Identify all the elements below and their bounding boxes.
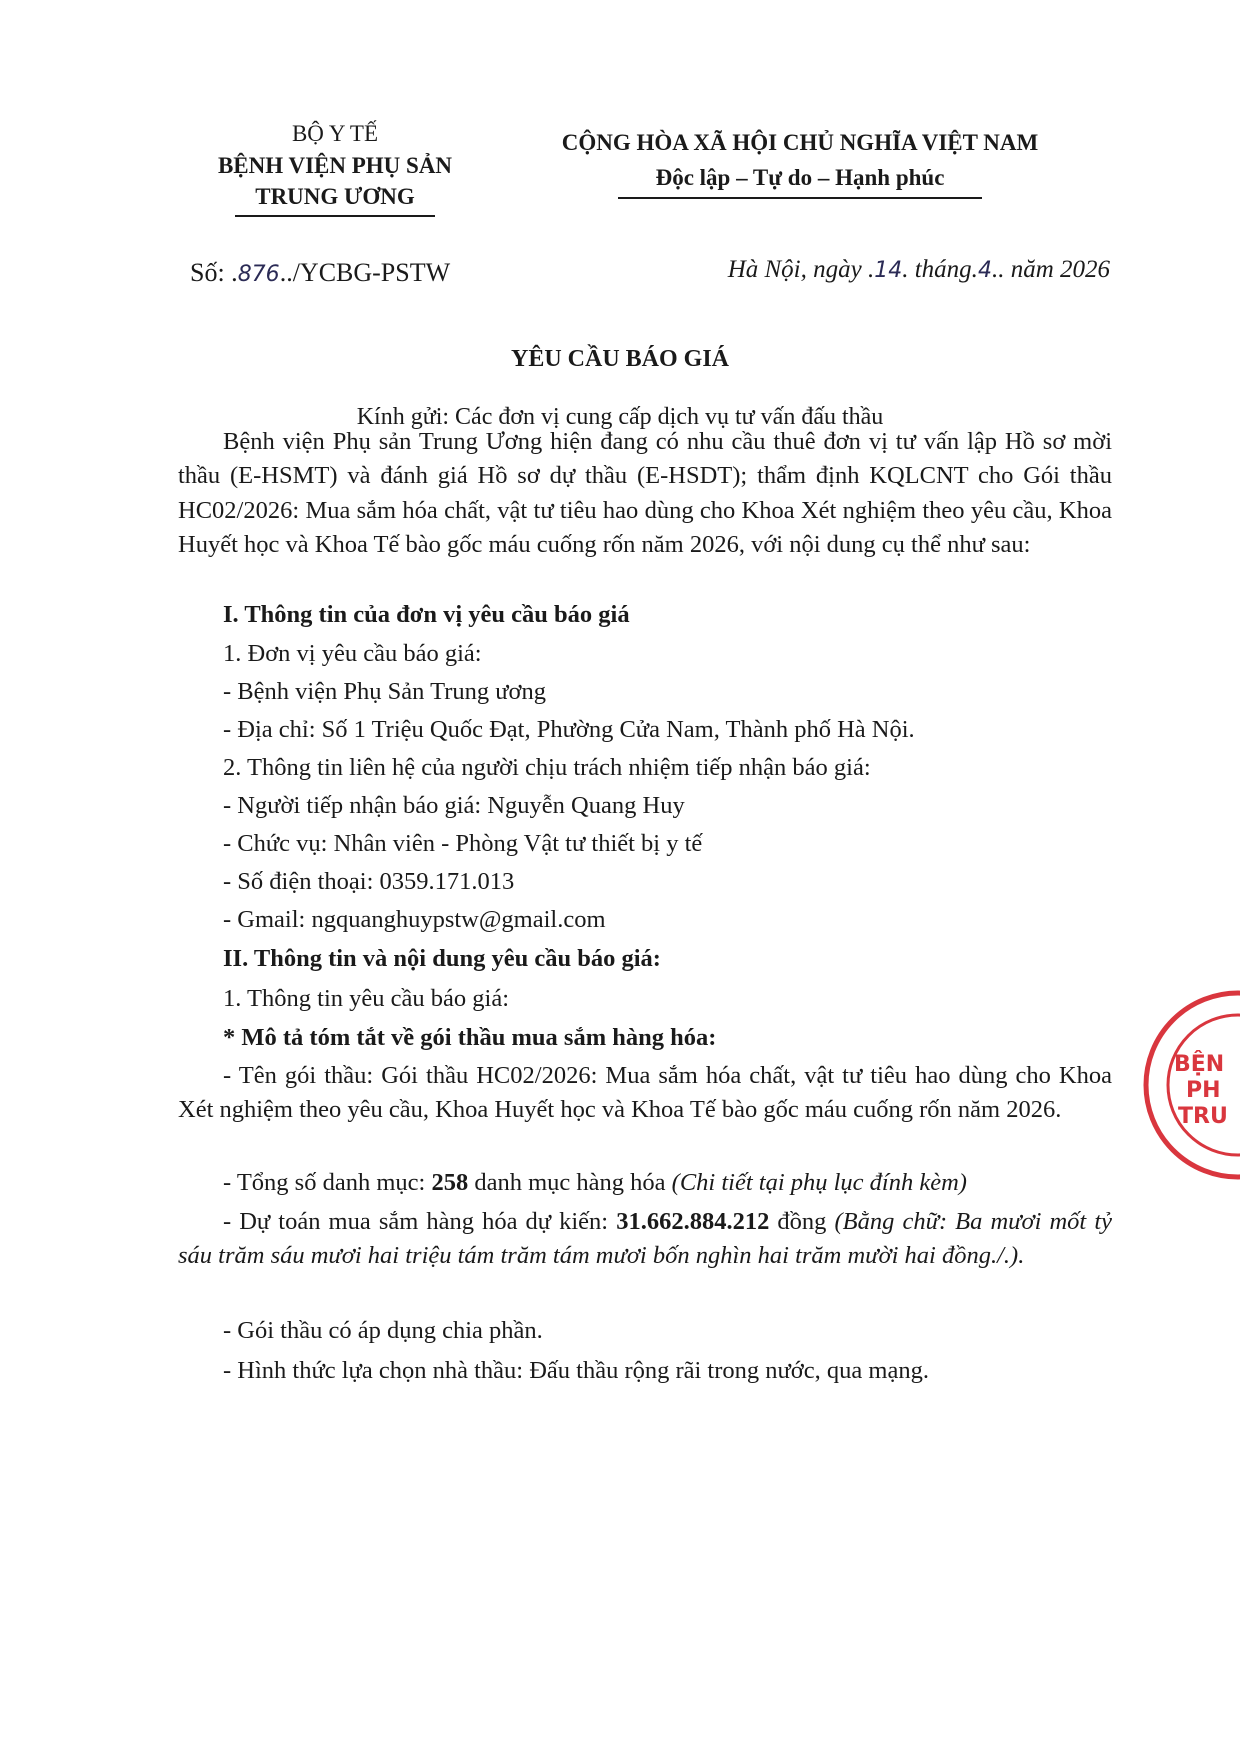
contact-email: - Gmail: ngquanghuypstw@gmail.com: [223, 906, 606, 933]
requester-label: 1. Đơn vị yêu cầu báo giá:: [223, 640, 482, 667]
handwritten-month: 4: [977, 258, 992, 283]
package-name: - Tên gói thầu: Gói thầu HC02/2026: Mua sắm hóa chất, vật tư tiêu hao dùng cho Khoa Xét nghiệm theo yêu cầu, Khoa Huyết học và Khoa Tế bào gốc máu cuống rốn năm 2026.: [178, 1062, 1112, 1124]
requester-name: - Bệnh viện Phụ Sản Trung ương: [223, 678, 546, 705]
request-info-label: 1. Thông tin yêu cầu báo giá:: [223, 985, 509, 1012]
stamp-text-2: PH: [1186, 1078, 1221, 1103]
lots-note: - Gói thầu có áp dụng chia phần.: [223, 1317, 543, 1344]
contact-label: 2. Thông tin liên hệ của người chịu trách nhiệm tiếp nhận báo giá:: [223, 754, 871, 781]
document-title: YÊU CẦU BÁO GIÁ: [510, 346, 729, 372]
section-1-heading: I. Thông tin của đơn vị yêu cầu báo giá: [223, 601, 630, 628]
ministry-name: BỘ Y TẾ: [291, 121, 379, 146]
recipient-line: Kính gửi: Các đơn vị cung cấp dịch vụ tư vấn đấu thầu: [356, 404, 884, 430]
contact-phone: - Số điện thoại: 0359.171.013: [223, 868, 515, 895]
budget-value: 31.662.884.212: [616, 1208, 770, 1235]
package-summary-heading: * Mô tả tóm tắt về gói thầu mua sắm hàng hóa:: [223, 1024, 717, 1051]
hospital-name-line2: TRUNG ƯƠNG: [255, 184, 415, 210]
hospital-name-line1: BỆNH VIỆN PHỤ SẢN: [217, 152, 453, 178]
national-motto: Độc lập – Tự do – Hạnh phúc: [618, 161, 983, 200]
document-date: Hà Nội, ngày .14. tháng.4.. năm 2026: [727, 256, 1110, 283]
total-items-note: (Chi tiết tại phụ lục đính kèm): [671, 1169, 967, 1196]
contact-position: - Chức vụ: Nhân viên - Phòng Vật tư thiết bị y tế: [223, 830, 703, 857]
stamp-text-3: TRU: [1178, 1104, 1228, 1129]
selection-method: - Hình thức lựa chọn nhà thầu: Đấu thầu rộng rãi trong nước, qua mạng.: [223, 1357, 929, 1384]
nation-title: CỘNG HÒA XÃ HỘI CHỦ NGHĨA VIỆT NAM: [561, 130, 1039, 155]
intro-paragraph: Bệnh viện Phụ sản Trung Ương hiện đang có nhu cầu thuê đơn vị tư vấn lập Hồ sơ mời thầu (E-HSMT) và đánh giá Hồ sơ dự thầu (E-HSDT); thẩm định KQLCNT cho Gói thầu HC02/2026: Mua sắm hóa chất, vật tư tiêu hao dùng cho Khoa Xét nghiệm theo yêu cầu, Khoa Huyết học và Khoa Tế bào gốc máu cuống rốn năm 2026, với nội dung cụ thể như sau:: [178, 428, 1112, 559]
requester-address: - Địa chỉ: Số 1 Triệu Quốc Đạt, Phường Cửa Nam, Thành phố Hà Nội.: [223, 716, 915, 743]
total-items-value: 258: [431, 1169, 469, 1196]
budget-in-words: (Bằng chữ: Ba mươi mốt tỷ sáu trăm sáu mươi hai triệu tám trăm tám mươi bốn nghìn hai trăm mười hai đồng./.).: [178, 1208, 1113, 1270]
total-items: - Tổng số danh mục: 258 danh mục hàng hóa (Chi tiết tại phụ lục đính kèm): [223, 1169, 967, 1196]
stamp-text-1: BỆN: [1174, 1052, 1225, 1077]
header-underline: [235, 215, 435, 217]
issuing-organization: [170, 118, 500, 217]
national-header: [520, 126, 1080, 199]
budget-estimate: - Dự toán mua sắm hàng hóa dự kiến: 31.662.884.212 đồng (Bằng chữ: Ba mươi mốt tỷ sáu trăm sáu mươi hai triệu tám trăm tám mươi bốn nghìn hai trăm mười hai đồng./.).: [178, 1208, 1113, 1270]
document-number: Số: .876../YCBG-PSTW: [190, 258, 451, 287]
handwritten-day: 14: [874, 258, 903, 283]
official-stamp: [1138, 985, 1240, 1185]
contact-receiver: - Người tiếp nhận báo giá: Nguyễn Quang Huy: [223, 792, 685, 819]
handwritten-number: 876: [237, 262, 280, 287]
section-2-heading: II. Thông tin và nội dung yêu cầu báo giá:: [223, 945, 661, 972]
